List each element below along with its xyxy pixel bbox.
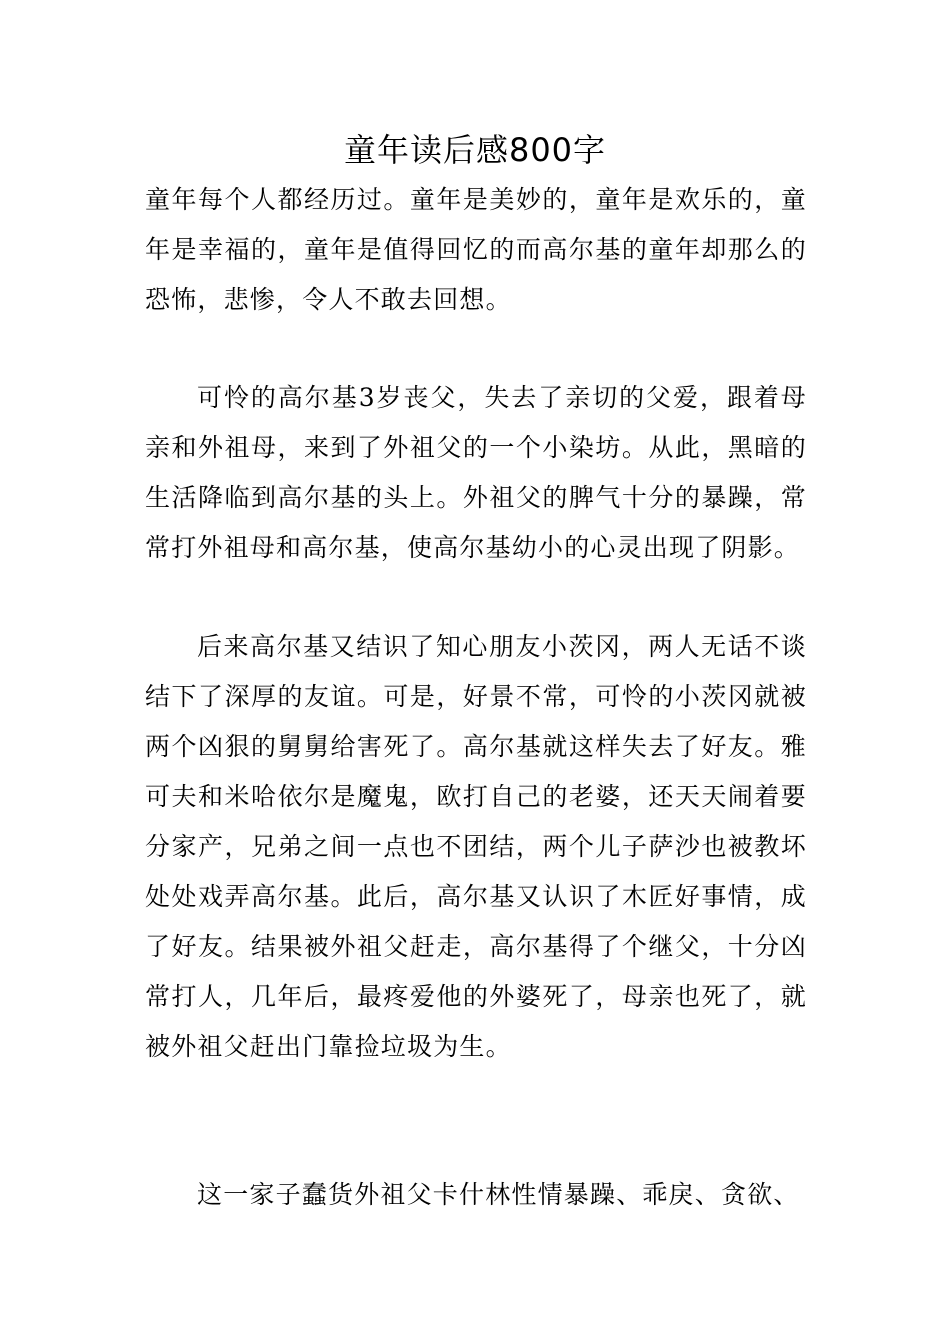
paragraph-2: 可怜的高尔基3岁丧父，失去了亲切的父爱，跟着母亲和外祖母，来到了外祖父的一个小染坊。从此，黑暗的生活降临到高尔基的头上。外祖父的脾气十分的暴躁，常常打外祖母和高尔基，使高尔基幼小的心灵出现了阴影。 xyxy=(145,383,807,562)
document-title: 童年读后感800字 xyxy=(343,131,607,169)
paragraph-1: 童年每个人都经历过。童年是美妙的，童年是欢乐的，童年是幸福的，童年是值得回忆的而高尔基的童年却那么的恐怖，悲惨，令人不敢去回想。 xyxy=(145,185,807,314)
paragraph-3: 后来高尔基又结识了知心朋友小茨冈，两人无话不谈结下了深厚的友谊。可是，好景不常，可怜的小茨冈就被两个凶狠的舅舅给害死了。高尔基就这样失去了好友。雅可夫和米哈依尔是魔鬼，欧打自己的老婆，还天天闹着要分家产，兄弟之间一点也不团结，两个儿子萨沙也被教坏处处戏弄高尔基。此后，高尔基又认识了木匠好事情，成了好友。结果被外祖父赶走，高尔基得了个继父，十分凶常打人，几年后，最疼爱他的外婆死了，母亲也死了，就被外祖父赶出门靠捡垃圾为生。 xyxy=(145,632,807,1061)
paragraph-4: 这一家子蠢货外祖父卡什林性情暴躁、乖戾、贪欲、 xyxy=(197,1180,800,1209)
